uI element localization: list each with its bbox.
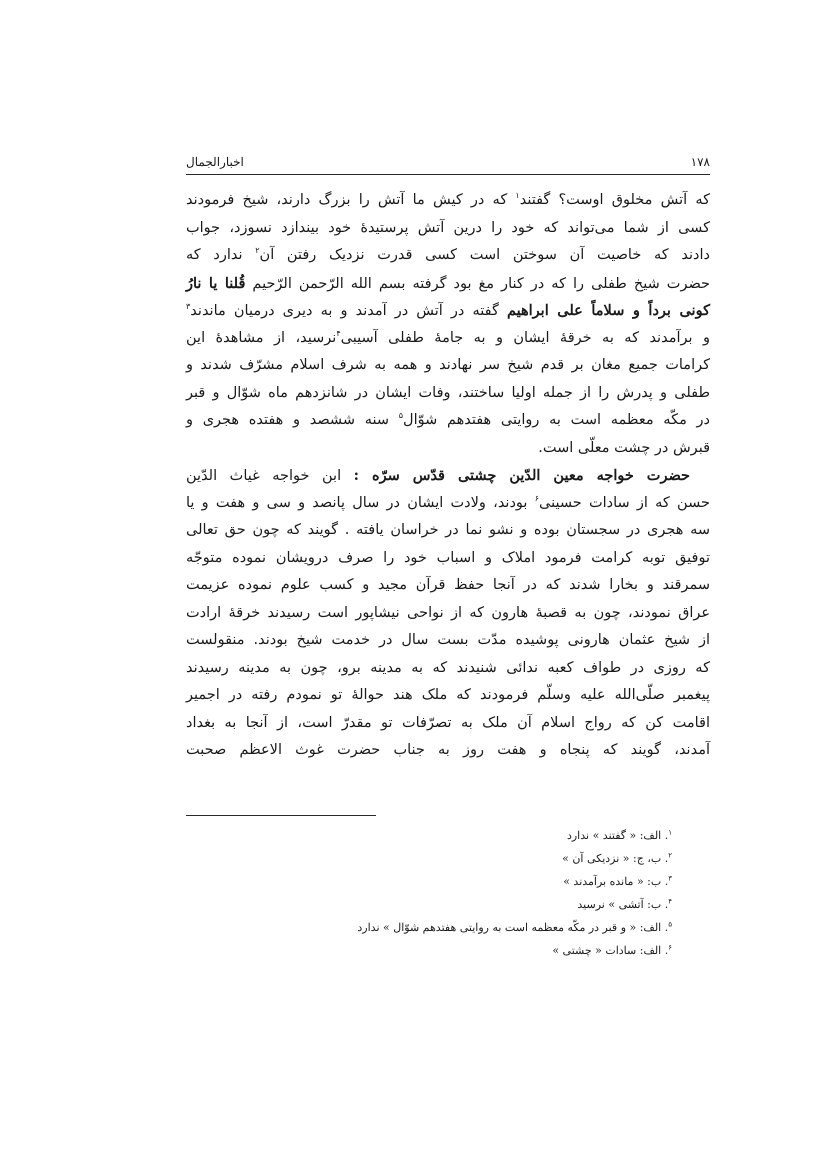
text-line <box>186 407 710 435</box>
footnote-number: ۴ <box>668 897 672 906</box>
footnote-marker: ۲ <box>255 246 260 256</box>
text-line: قبرش در چشت معلّی است. <box>538 439 710 456</box>
footnote-number: ۵ <box>668 920 672 929</box>
text-span: دادند که خاصیت آن سوختن است کسی قدرت نزدیک رفتن آن <box>259 247 710 263</box>
footnote-number: ۶ <box>668 943 672 952</box>
text-line <box>186 325 710 353</box>
footnote-text: . ب، ج: « نزدیکی آن » <box>562 852 669 865</box>
text-span: گفته در آتش در آمدند و به دیری درمیان ماندند <box>190 303 507 319</box>
footnote-marker: ۶ <box>534 493 539 503</box>
footnote-marker: ۳ <box>186 302 191 312</box>
text-line <box>186 270 710 298</box>
footnote-number: ۳ <box>668 874 672 883</box>
text-span: ابن خواجه غیاث الدّین <box>186 468 354 484</box>
footnote-marker: ۴ <box>336 328 341 338</box>
text-line: سمرقند و بخارا شدند که در آنجا حفظ قرآن مجید و کسب علوم نموده عزیمت <box>186 577 710 593</box>
running-header <box>186 148 710 174</box>
text-line <box>186 462 710 490</box>
running-title: اخبارالجمال <box>186 155 244 169</box>
text-span: حضرت شیخ طفلی را که در کنار مغ بود گرفته بسم الله الرّحمن الرّحیم <box>245 275 710 292</box>
text-line: آمدند، گویند که پنجاه و هفت روز به جناب حضرت غوث الاعظم صحبت <box>186 742 710 758</box>
footnote-marker: ۱ <box>515 191 520 201</box>
footnote <box>357 893 672 916</box>
text-span: در مکّه معظمه است به روایتی هفتدهم شوّال <box>403 412 711 428</box>
quran-quote: قُلنا یا نارُ <box>186 274 246 292</box>
text-span: بودند، ولادت ایشان در سال پانصد و سی و هفت و یا <box>186 494 535 511</box>
text-line <box>186 490 710 518</box>
page-number: ۱۷۸ <box>690 155 710 169</box>
text-span: که در کیش ما آتش را بزرگ دارند، شیخ فرمودند <box>186 192 516 208</box>
footnote-number: ۲ <box>668 851 672 860</box>
text-span: حسن که از سادات حسینی <box>538 494 710 511</box>
text-span: که آتش مخلوق اوست؟ گفتند <box>519 192 710 208</box>
text-span: نرسید، از مشاهدهٔ این <box>186 329 337 346</box>
text-line <box>186 297 710 325</box>
footnote-text: . الف: « و قبر در مکّه معظمه است به روایتی هفتدهم شوّال » ندارد <box>357 921 669 934</box>
text-line: طفلی و پدرش را از جمله اولیا ساختند، وفات ایشان در شانزدهم ماه شوّال و قبر <box>186 384 710 401</box>
text-line: اقامت کن که رواج اسلام آن ملک به تصرّفات تو مقدرّ است، از آنجا به بغداد <box>186 714 710 731</box>
text-line: عراق نمودند، چون به قصبهٔ هارون که از نواحی نیشاپور است رسیدند خرقهٔ ارادت <box>186 604 710 621</box>
main-text <box>186 187 710 765</box>
text-line <box>186 187 710 215</box>
text-line: کسی از شما می‌تواند که خود را درین آتش پرستیدهٔ خود بیندازد نسوزد، جواب <box>186 219 710 236</box>
footnote <box>357 939 672 962</box>
footnote-number: ۱ <box>668 828 672 837</box>
text-line: توفیق توبه کرامت فرمود املاک و اسباب خود را صرف درویشان نموده متوجّه <box>186 549 710 566</box>
footnote-text: . الف: « گفتند » ندارد <box>566 829 669 842</box>
footnote-text: . ب: آتشی » نرسید <box>577 898 669 911</box>
text-span: ندارد که <box>186 247 256 263</box>
footnote <box>357 847 672 870</box>
text-span: سنه ششصد و هفتده هجری و <box>186 412 399 428</box>
footnote <box>357 824 672 847</box>
footnote <box>357 916 672 939</box>
footnotes <box>357 824 672 962</box>
text-line <box>186 242 710 270</box>
header-rule <box>186 174 710 175</box>
book-page <box>186 148 710 998</box>
footnote-rule <box>186 815 376 816</box>
text-line: از شیخ عثمان هارونی پوشیده مدّت بست سال در خدمت شیخ بودند. منقولست <box>186 632 710 648</box>
text-span: و برآمدند که به خرقهٔ ایشان و به جامهٔ طفلی آسیبی <box>340 329 710 346</box>
text-line: سه هجری در سجستان بوده و نشو نما در خراسان یافته . گویند که چون حق تعالی <box>186 522 710 538</box>
footnote-text: . الف: سادات « چشتی » <box>552 944 669 957</box>
section-heading: حضرت خواجه معین الدّین چشتی قدّس سرّه : <box>353 467 690 484</box>
footnote-text: . ب: « مانده برآمدند » <box>563 875 669 888</box>
text-line: کرامات جمیع مغان بر قدم شیخ سر نهادند و همه به شرف اسلام مشرّف شدند و <box>186 357 710 373</box>
footnote-marker: ۵ <box>398 411 404 421</box>
text-line: پیغمبر صلّی‌الله علیه وسلّم فرمودند که ملک هند حوالهٔ تو نمودم رفته در اجمیر <box>186 687 710 703</box>
quran-quote: کونی برداً و سلاماً علی ابراهیم <box>506 302 710 319</box>
text-line: که روزی در طواف کعبه ندائی شنیدند که به مدینه برو، چون به مدینه رسیدند <box>186 659 710 676</box>
footnote <box>357 870 672 893</box>
